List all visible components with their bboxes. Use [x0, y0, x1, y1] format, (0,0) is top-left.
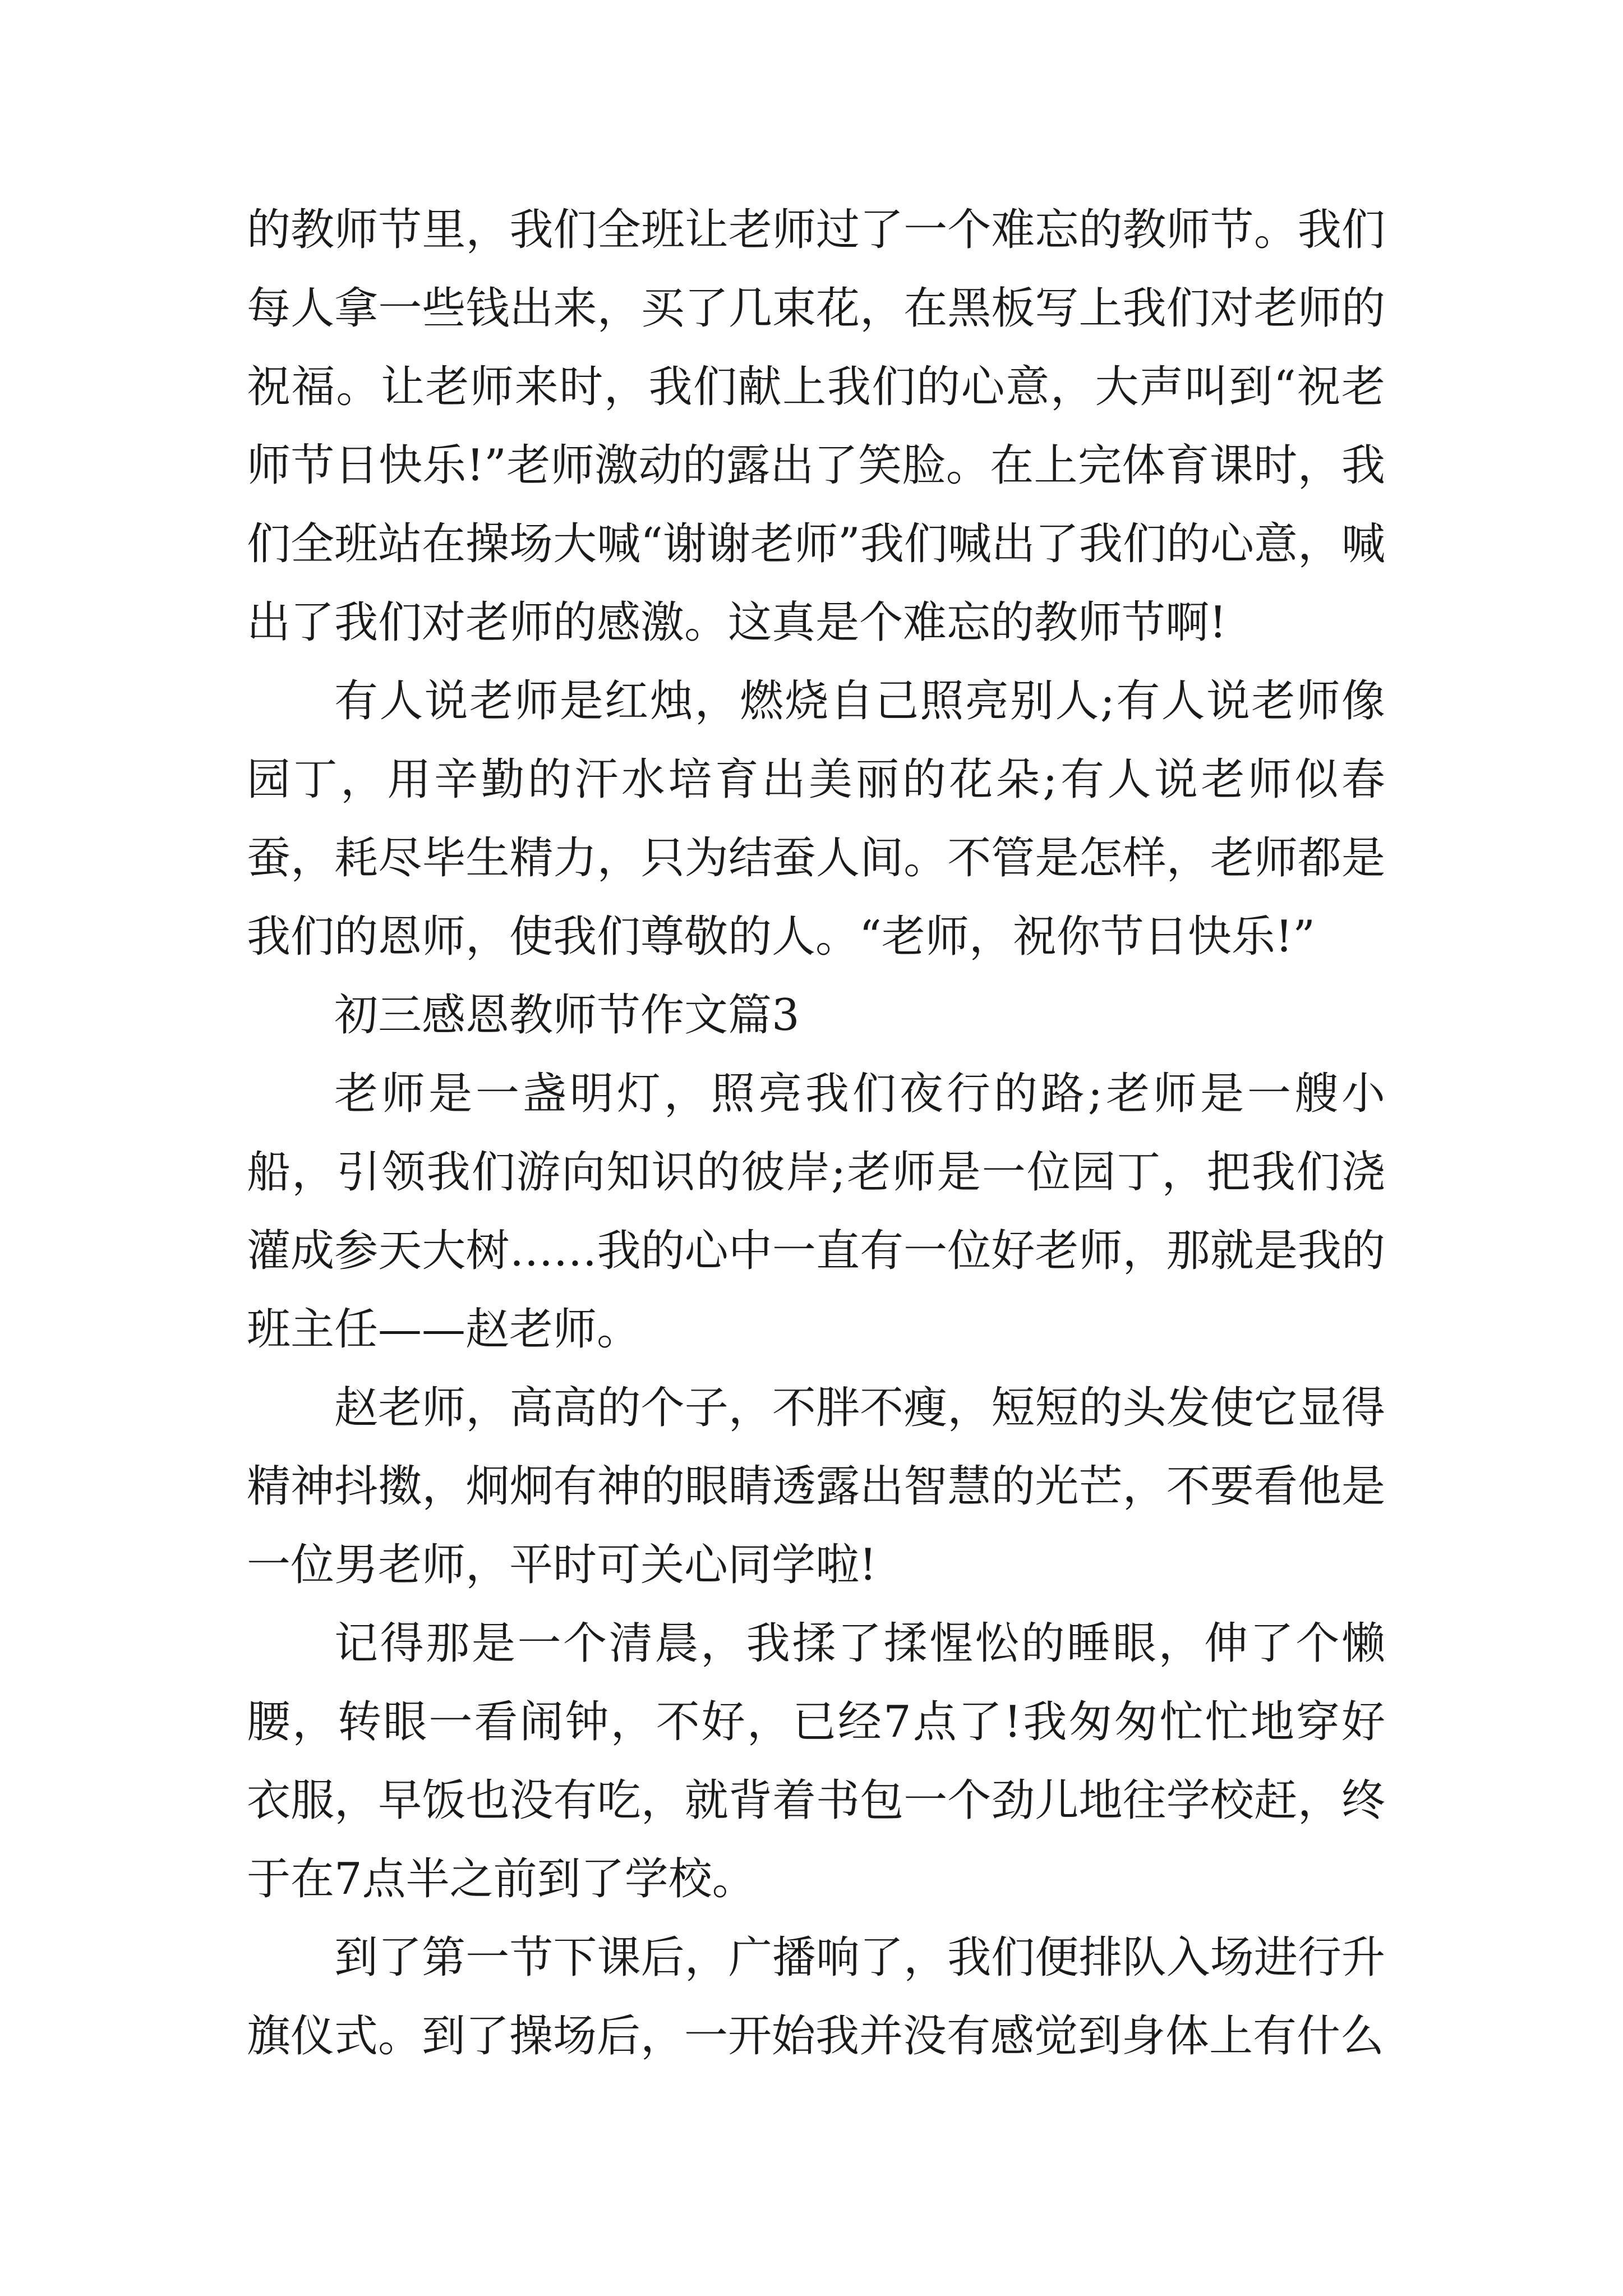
- paragraph: 记得那是一个清晨，我揉了揉惺忪的睡眼，伸了个懒腰，转眼一看闹钟，不好，已经7点了!我匆匆忙忙地穿好衣服，早饭也没有吃，就背着书包一个劲儿地往学校赶，终于在7点半之前到了学校。: [247, 1618, 1385, 1904]
- paragraph: 赵老师，高高的个子，不胖不瘦，短短的头发使它显得精神抖擞，炯炯有神的眼睛透露出智慧的光芒，不要看他是一位男老师，平时可关心同学啦!: [247, 1383, 1385, 1590]
- body-text: [247, 191, 1385, 2076]
- paragraph: 有人说老师是红烛，燃烧自己照亮别人;有人说老师像园丁，用辛勤的汗水培育出美丽的花朵;有人说老师似春蚕，耗尽毕生精力，只为结蚕人间。不管是怎样，老师都是我们的恩师，使我们尊敬的人。“老师，祝你节日快乐!”: [247, 676, 1385, 962]
- paragraph-continued: 的教师节里，我们全班让老师过了一个难忘的教师节。我们每人拿一些钱出来，买了几束花，在黑板写上我们对老师的祝福。让老师来时，我们献上我们的心意，大声叫到“祝老师节日快乐!”老师激动的露出了笑脸。在上完体育课时，我们全班站在操场大喊“谢谢老师”我们喊出了我们的心意，喊出了我们对老师的感激。这真是个难忘的教师节啊!: [247, 205, 1385, 648]
- paragraph: 老师是一盏明灯，照亮我们夜行的路;老师是一艘小船，引领我们游向知识的彼岸;老师是一位园丁，把我们浇灌成参天大树……我的心中一直有一位好老师，那就是我的班主任——赵老师。: [247, 1069, 1385, 1355]
- section-heading: 初三感恩教师节作文篇3: [334, 990, 800, 1041]
- paragraph: 到了第一节下课后，广播响了，我们便排队入场进行升旗仪式。到了操场后，一开始我并没有感觉到身体上有什么: [247, 1932, 1385, 2062]
